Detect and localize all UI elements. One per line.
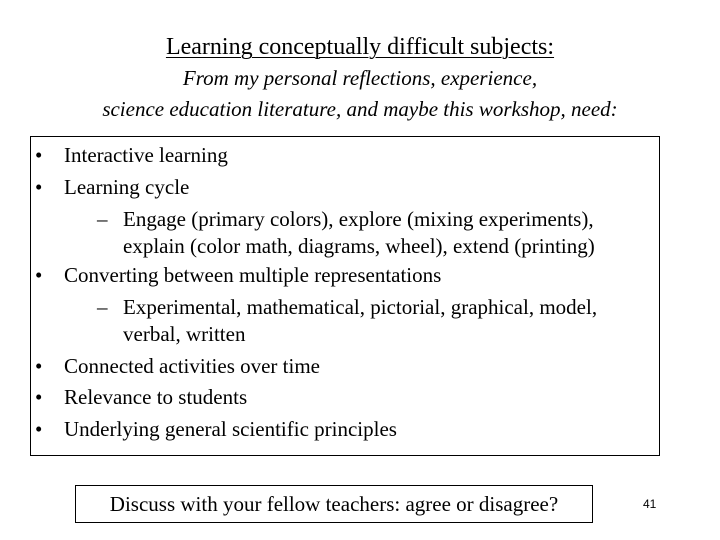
discussion-prompt-box: Discuss with your fellow teachers: agree or disagree? [75, 485, 593, 523]
bullet-item-connected-activities: Connected activities over time [64, 354, 320, 378]
bullet-marker: • [35, 417, 43, 441]
bullet-item-relevance: Relevance to students [64, 385, 248, 409]
bullet-marker: • [35, 175, 43, 199]
bullet-item-interactive-learning: Interactive learning [64, 143, 228, 167]
sub-bullet-learning-cycle-line-2: explain (color math, diagrams, wheel), extend (printing) [123, 234, 595, 258]
sub-bullet-marker: – [97, 207, 108, 231]
bullet-marker: • [35, 385, 43, 409]
bullet-list-box [30, 136, 660, 456]
bullet-marker: • [35, 263, 43, 287]
bullet-item-learning-cycle: Learning cycle [64, 175, 190, 199]
slide-subtitle-line-1: From my personal reflections, experience, [182, 66, 538, 90]
bullet-marker: • [35, 354, 43, 378]
slide-subtitle-line-2: science education literature, and maybe this workshop, need: [102, 97, 618, 121]
sub-bullet-learning-cycle-line-1: Engage (primary colors), explore (mixing experiments), [123, 207, 594, 231]
slide-title: Learning conceptually difficult subjects: [165, 34, 555, 60]
bullet-marker: • [35, 143, 43, 167]
page-number: 41 [643, 497, 657, 511]
sub-bullet-representations-line-2: verbal, written [123, 322, 246, 346]
sub-bullet-representations-line-1: Experimental, mathematical, pictorial, graphical, model, [123, 295, 598, 319]
bullet-item-multiple-representations: Converting between multiple representations [64, 263, 442, 287]
sub-bullet-marker: – [97, 295, 108, 319]
bullet-item-scientific-principles: Underlying general scientific principles [64, 417, 397, 441]
